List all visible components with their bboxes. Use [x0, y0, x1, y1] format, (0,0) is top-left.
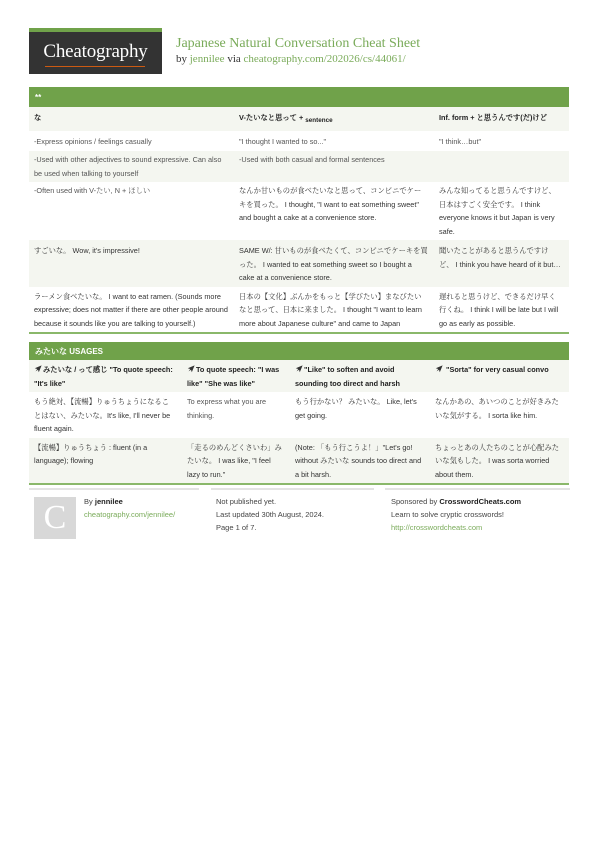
sheet-url-link[interactable]: cheatography.com/202026/cs/44061/ — [243, 53, 406, 65]
footer-author — [29, 488, 199, 544]
cheatography-logo[interactable] — [29, 28, 162, 74]
table-cell: なんか甘いものが食べたいなと思って、コンビニでケーキを買った。 I thought, "I want to eat something sweet" and bought a cake at a convenience store. — [234, 182, 434, 240]
byline — [176, 53, 420, 65]
table-cell — [434, 151, 569, 182]
column-header-label: V-たいなと思って + — [239, 113, 304, 122]
author-link[interactable]: jennilee — [189, 53, 225, 65]
logo-text: Cheatography — [43, 41, 148, 62]
via-label: via — [227, 53, 241, 65]
table-cell: 日本の【文化】ぶんかをもっと【学びたい】まなびたいなと思って、日本に来ました。 I thought "I want to learn more about Japanese culture" and came to Japan — [234, 287, 434, 333]
column-header — [430, 360, 569, 392]
logo-underline — [45, 66, 145, 67]
section-divider — [29, 332, 569, 334]
footer-sponsor — [385, 488, 570, 544]
table-cell: 遅れると思うけど、できるだけ早く行くね。 I think I will be late but I will go as early as possible. — [434, 287, 569, 333]
column-header — [234, 107, 434, 131]
table-cell: -Used with other adjectives to sound expressive. Can also be used when talking to yourself — [29, 151, 234, 182]
table-cell: -Used with both casual and formal sentences — [234, 151, 434, 182]
rocket-icon — [295, 365, 303, 373]
column-header-subscript: sentence — [305, 117, 333, 124]
last-updated: Last updated 30th August, 2024. — [216, 510, 325, 519]
author-name[interactable]: jennilee — [94, 497, 123, 506]
rocket-icon — [187, 365, 195, 373]
column-header-label: "Like" to soften and avoid sounding too direct and harsh — [295, 365, 400, 388]
column-header-label: "Sorta" for very casual convo — [444, 365, 549, 374]
column-header-label: Inf. form + と思うんです(だ)けど — [439, 113, 548, 122]
sponsor-name[interactable]: CrosswordCheats.com — [439, 497, 522, 506]
author-block — [84, 495, 175, 521]
table-cell: (Note: 「もう行こうよ！」"Let's go! without みたいな sounds too direct and a bit harsh. — [290, 438, 430, 484]
section-divider — [29, 483, 569, 485]
table-cell: 聞いたことがあると思うんですけど、 I think you have heard of it but… — [434, 240, 569, 287]
sponsor-prefix: Sponsored by — [391, 497, 438, 506]
table-cell: すごいな。 Wow, it's impressive! — [29, 240, 234, 287]
column-header — [29, 107, 234, 131]
sponsor-tagline: Learn to solve cryptic crosswords! — [391, 510, 504, 519]
table-cell: -Often used with V-たい, N + ほしい — [29, 182, 234, 240]
section-table — [29, 107, 569, 332]
section-mitaina-usages — [29, 342, 569, 485]
footer-meta — [211, 488, 374, 544]
column-header — [29, 360, 182, 392]
avatar[interactable]: C — [34, 497, 76, 539]
table-cell: なんかあの、あいつのことが好きみたいな気がする。 I sorta like him. — [430, 392, 569, 438]
table-cell: ちょっとあの人たちのことが心配みたいな気もした。 I was sorta worried about them. — [430, 438, 569, 484]
rocket-icon — [34, 365, 42, 373]
table-cell: -Express opinions / feelings casually — [29, 131, 234, 152]
column-header-label: な — [34, 113, 42, 122]
page-number: Page 1 of 7. — [216, 523, 257, 532]
section-header: ** — [29, 87, 569, 107]
table-cell: みんな知ってると思うんですけど、日本はすごく安全です。 I think everyone knows it but Japan is very safe. — [434, 182, 569, 240]
column-header-label: To quote speech: "I was like" "She was like" — [187, 365, 280, 388]
table-cell: SAME W/: 甘いものが食べたくて、コンビニでケーキを買った。 I wanted to eat something sweet so I bought a cake at a convenience store. — [234, 240, 434, 287]
page-footer — [29, 488, 571, 548]
title-block — [176, 36, 420, 65]
section-header: みたいな USAGES — [29, 342, 569, 360]
author-profile-link[interactable]: cheatography.com/jennilee/ — [84, 510, 176, 519]
table-cell: ラーメン食べたいな。 I want to eat ramen. (Sounds more expressive; does not matter if there are other people around because it sounds like you are talking to yourself.) — [29, 287, 234, 333]
table-cell: "I thought I wanted to so..." — [234, 131, 434, 152]
by-label: by — [176, 53, 187, 65]
by-label: By — [84, 497, 93, 506]
publish-status: Not published yet. — [216, 497, 277, 506]
table-cell: もう絶対、【流暢】りゅうちょうになることはない、みたいな。It's like, I'll never be fluent again. — [29, 392, 182, 438]
meta-block — [216, 495, 324, 534]
column-header-label: みたいな / って感じ "To quote speech: "It's like" — [34, 365, 173, 388]
page-title: Japanese Natural Conversation Cheat Sheet — [176, 36, 421, 51]
table-cell: "I think…but" — [434, 131, 569, 152]
table-cell: 「走るのめんどくさいわ」みたいな。 I was like, "I feel lazy to run." — [182, 438, 290, 484]
rocket-icon — [435, 365, 443, 373]
table-cell: 【流暢】りゅうちょう : fluent (in a language); flowing — [29, 438, 182, 484]
column-header — [290, 360, 430, 392]
column-header — [182, 360, 290, 392]
column-header — [434, 107, 569, 131]
page-header — [29, 28, 571, 76]
sponsor-block — [391, 495, 521, 534]
section-na — [29, 87, 569, 334]
sponsor-link[interactable]: http://crosswordcheats.com — [391, 523, 483, 532]
table-cell: To express what you are thinking. — [182, 392, 290, 438]
table-cell: もう行かない？ みたいな。 Like, let's get going. — [290, 392, 430, 438]
section-table — [29, 360, 569, 483]
